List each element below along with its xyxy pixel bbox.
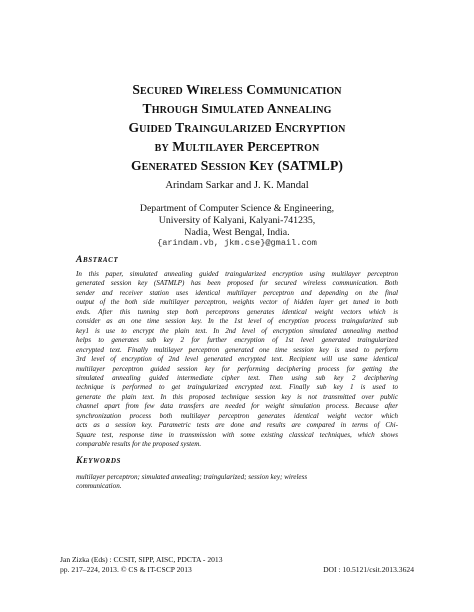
abstract-line: key1 is use to encrypt the plain text. In 2nd level of encryption simulated annealing method	[76, 326, 398, 335]
keywords-line: communication.	[76, 482, 122, 491]
affiliation-university: University of Kalyani, Kalyani-741235,	[158, 214, 316, 226]
abstract-line: consider as an one time session key. In the 1st level of encryption process traingularized sub	[76, 317, 398, 326]
abstract-line: multilayer perceptron guided session key for performing deciphering process for getting the	[76, 364, 398, 373]
keywords-line: multilayer perceptron; simulated annealing; traingularized; session key; wireless	[76, 473, 308, 481]
footer-citation	[60, 555, 223, 574]
abstract-line: 3rd level of encryption of 2nd level generated encrypted text. Recipient will use same identical	[76, 355, 398, 364]
abstract-line: generated session key (SATMLP) has been proposed for secured wireless communication. Both	[76, 279, 398, 288]
keywords-heading: Keywords	[76, 455, 122, 466]
author-affiliation	[0, 203, 474, 250]
affiliation-location: Nadia, West Bengal, India.	[184, 226, 290, 238]
footer-proceedings: Jan Zizka (Eds) : CCSIT, SIPP, AISC, PDCTA - 2013	[60, 555, 223, 564]
abstract-line: sender and receiver station uses identical multilayer perceptron and depending on the final	[76, 288, 398, 297]
title-line: Generated Session Key (SATMLP)	[131, 158, 343, 173]
abstract-line: ends. After this tunning step both perceptrons generates identical weight vectors which is	[76, 307, 398, 316]
footer-pages-copyright: pp. 217–224, 2013. © CS & IT-CSCP 2013	[60, 564, 192, 574]
keywords-text	[76, 473, 398, 492]
abstract-line: In this paper, simulated annealing guided traingularized encryption using multilayer perceptron	[76, 270, 398, 278]
abstract-line: Square test, response time in transmission with some existing classical techniques, which shows	[76, 430, 398, 439]
title-line: by Multilayer Perceptron	[154, 139, 320, 154]
abstract-line: helps to generates sub key 2 for further encryption of 1st level generated traingularized	[76, 336, 398, 345]
affiliation-department: Department of Computer Science & Engineering,	[139, 203, 335, 214]
author-emails: {arindam.vb, jkm.cse}@gmail.com	[157, 238, 317, 249]
title-line: Through Simulated Annealing	[142, 101, 332, 116]
abstract-line: channel apart from few data transfers are needed for weight simulation process. Because after	[76, 402, 398, 411]
abstract-line: generate the plain text. In this proposed technique session key is not transmitted over public	[76, 392, 398, 401]
abstract-line: technique is performed to get traingularized encrypted text. Finally sub key 1 is used to	[76, 383, 398, 392]
title-line: Guided Traingularized Encryption	[128, 120, 346, 135]
abstract-line: comparable results for the proposed system.	[76, 440, 202, 449]
abstract-line: acts as a session key. Parametric tests are done and results are compared in terms of Chi-	[76, 421, 398, 430]
title-line: Secured Wireless Communication	[132, 82, 342, 97]
abstract-line: simulated annealing guided intermediate cipher text. Then using sub key 2 deciphering	[76, 373, 398, 382]
abstract-text	[76, 270, 398, 450]
abstract-line: output of the both side multilayer perceptron, weights vector of hidden layer get tuned in both	[76, 298, 398, 307]
abstract-line: encrypted text. Finally multilayer perceptron generated one time session key is used to perform	[76, 345, 398, 354]
footer-doi: DOI : 10.5121/csit.2013.3624	[323, 565, 414, 574]
abstract-heading: Abstract	[76, 254, 119, 265]
author-names: Arindam Sarkar and J. K. Mandal	[165, 180, 309, 191]
paper-title	[60, 80, 414, 175]
abstract-line: synchronization process both multilayer perceptron generates identical weight vector which	[76, 411, 398, 420]
